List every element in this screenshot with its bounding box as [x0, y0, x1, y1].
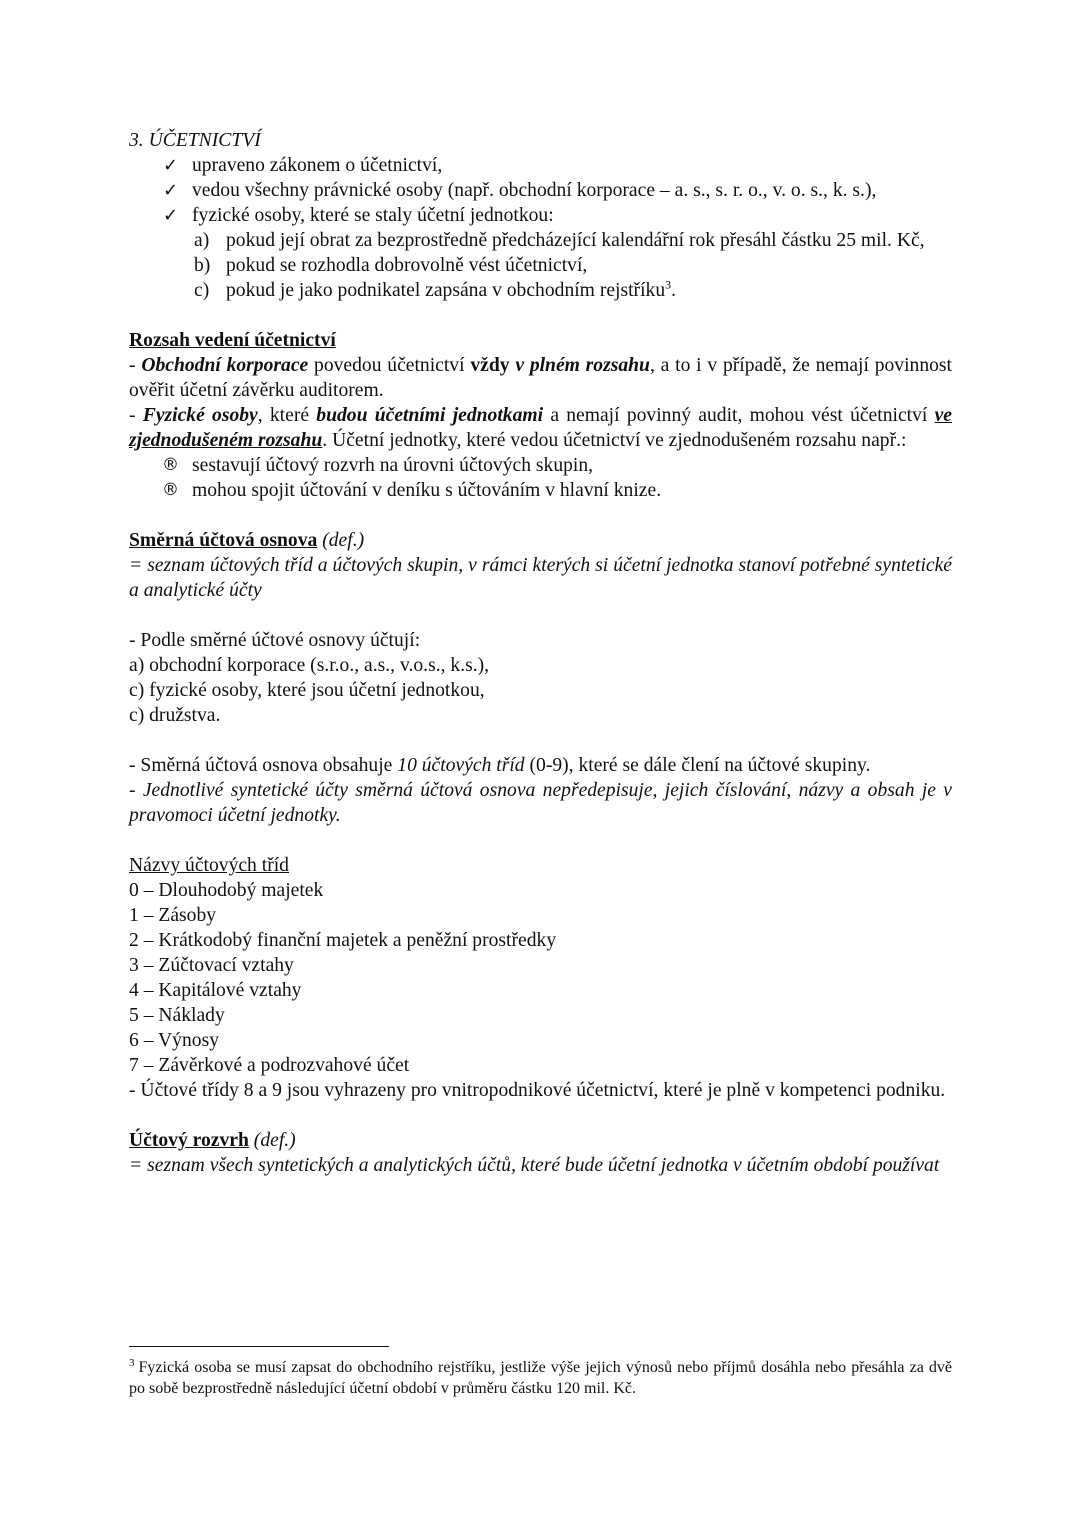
list-item: c) pokud je jako podnikatel zapsána v obchodním rejstříku$^3$.	[194, 277, 677, 301]
list-item: 5 – Náklady	[129, 1005, 225, 1026]
list-item: b) pokud se rozhodla dobrovolně vést účetnictví,	[194, 255, 588, 276]
list-item: ® mohou spojit účtování v deníku s účtováním v hlavní knize.	[162, 480, 662, 501]
definition: = seznam všech syntetických a analytických účtů, které bude účetní jednotka v účetním období používat	[129, 1155, 940, 1176]
list-item: 6 – Výnosy	[129, 1030, 219, 1051]
footnote: $^3$ Fyzická osoba se musí zapsat do obchodního rejstříku, jestliže výše jejich výnosů nebo příjmů dosáhla nebo přesáhla za dvě po sobě bezprostředně následující účetní období v průměru částku 120 mil. Kč.	[129, 1356, 952, 1397]
list-item: ✓ vedou všechny právnické osoby (např. obchodní korporace – a. s., s. r. o., v. o. s., k. s.),	[163, 180, 877, 201]
check-list	[129, 153, 952, 228]
registered-icon: ®	[162, 480, 179, 500]
check-icon: ✓	[163, 180, 179, 201]
list-item: 3 – Zúčtovací vztahy	[129, 955, 294, 976]
list-item: c) družstva.	[129, 705, 221, 726]
document-page	[129, 128, 952, 1178]
check-icon: ✓	[163, 155, 179, 176]
definition: = seznam účtových tříd a účtových skupin, v rámci kterých si účetní jednotka stanoví potřebné syntetické a analytické účty	[129, 555, 952, 601]
sub-list	[129, 228, 952, 303]
paragraph: - Účtové třídy 8 a 9 jsou vyhrazeny pro vnitropodnikové účetnictví, které je plně v kompetenci podniku.	[129, 1080, 946, 1101]
paragraph: - Podle směrné účtové osnovy účtují:	[129, 630, 421, 651]
list-item: ✓ fyzické osoby, které se staly účetní jednotkou:	[163, 205, 554, 226]
paragraph: - Obchodní korporace povedou účetnictví vždy v plném rozsahu, a to i v případě, že nemají povinnost ověřit účetní závěrku auditorem.	[129, 355, 952, 401]
list-item: a) obchodní korporace (s.r.o., a.s., v.o.s., k.s.),	[129, 655, 490, 676]
footnote-ref[interactable]: 3	[665, 277, 672, 292]
list-item: 0 – Dlouhodobý majetek	[129, 880, 324, 901]
section-heading: Účtový rozvrh (def.)	[129, 1130, 296, 1151]
list-item: a) pokud její obrat za bezprostředně předcházející kalendářní rok přesáhl částku 25 mil. Kč,	[194, 230, 925, 251]
section-heading: Směrná účtová osnova (def.)	[129, 530, 365, 551]
paragraph: - Fyzické osoby, které budou účetními jednotkami a nemají povinný audit, mohou vést účetnictví ve zjednodušeném rozsahu. Účetní jednotky, které vedou účetnictví ve zjednodušeném rozsahu např.:	[129, 405, 952, 451]
section-title: 3. ÚČETNICTVÍ	[129, 130, 261, 151]
list-item: 4 – Kapitálové vztahy	[129, 980, 302, 1001]
list-item: ✓ upraveno zákonem o účetnictví,	[163, 155, 443, 176]
paragraph: - Směrná účtová osnova obsahuje 10 účtových tříd (0-9), které se dále člení na účtové skupiny.	[129, 755, 871, 776]
check-icon: ✓	[163, 205, 179, 226]
footnote-divider	[129, 1346, 389, 1347]
list-item: 1 – Zásoby	[129, 905, 217, 926]
list-item: ® sestavují účtový rozvrh na úrovni účtových skupin,	[162, 455, 594, 476]
section-heading: Rozsah vedení účetnictví	[129, 330, 336, 351]
registered-icon: ®	[162, 455, 179, 475]
paragraph: - Jednotlivé syntetické účty směrná účtová osnova nepředepisuje, jejich číslování, názvy a obsah je v pravomoci účetní jednotky.	[129, 780, 952, 826]
list-item: 7 – Závěrkové a podrozvahové účet	[129, 1055, 410, 1076]
list-item: 2 – Krátkodobý finanční majetek a peněžní prostředky	[129, 930, 557, 951]
list-item: c) fyzické osoby, které jsou účetní jednotkou,	[129, 680, 485, 701]
section-heading: Názvy účtových tříd	[129, 855, 289, 876]
